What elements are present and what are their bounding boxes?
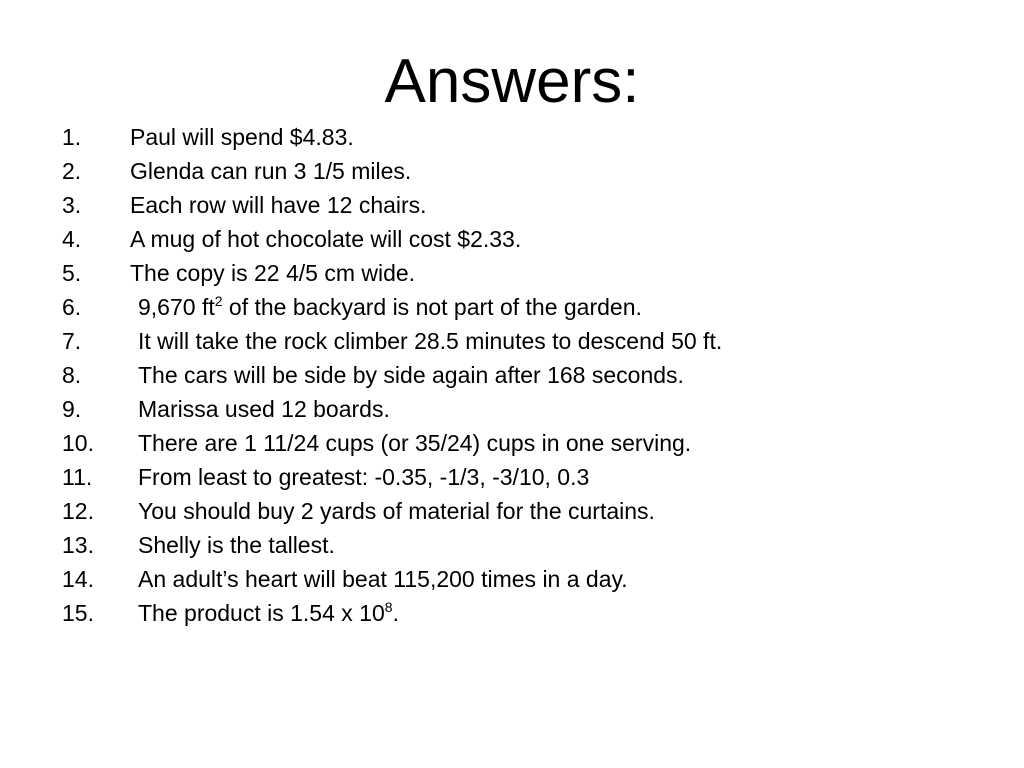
answer-number: 13. <box>62 532 94 558</box>
answer-text: Glenda can run 3 1/5 miles. <box>130 158 412 184</box>
answer-item <box>62 290 1002 324</box>
answer-text: There are 1 11/24 cups (or 35/24) cups in one serving. <box>138 430 692 456</box>
answer-item <box>62 256 1002 290</box>
answer-text: The copy is 22 4/5 cm wide. <box>130 260 416 286</box>
answer-item <box>62 120 1002 154</box>
answer-superscript: 8 <box>384 599 393 615</box>
answer-text-before: The product is 1.54 x 10 <box>138 600 385 626</box>
answer-text: Paul will spend $4.83. <box>130 124 354 150</box>
answer-item <box>62 188 1002 222</box>
answer-text-before: 9,670 ft <box>138 294 215 320</box>
answer-number: 14. <box>62 566 94 592</box>
answer-text: The cars will be side by side again after 168 seconds. <box>138 362 684 388</box>
answer-text: It will take the rock climber 28.5 minutes to descend 50 ft. <box>138 328 723 354</box>
answer-number: 1. <box>62 124 82 150</box>
answer-text: Shelly is the tallest. <box>138 532 335 558</box>
answer-item <box>62 596 1002 630</box>
answer-item <box>62 392 1002 426</box>
answer-text <box>138 290 642 324</box>
answer-item <box>62 324 1002 358</box>
answer-number: 2. <box>62 158 82 184</box>
answer-item <box>62 358 1002 392</box>
answer-superscript: 2 <box>214 293 223 309</box>
answer-number: 7. <box>62 328 82 354</box>
answer-text: Marissa used 12 boards. <box>138 396 390 422</box>
answer-number: 12. <box>62 498 94 524</box>
answer-number: 8. <box>62 362 82 388</box>
answer-item <box>62 426 1002 460</box>
answer-number: 4. <box>62 226 82 252</box>
answer-text: Each row will have 12 chairs. <box>130 192 427 218</box>
answer-list <box>62 120 1002 630</box>
answer-text: An adult’s heart will beat 115,200 times in a day. <box>138 566 628 592</box>
answer-number: 11. <box>62 464 93 490</box>
answer-number: 15. <box>62 600 94 626</box>
answer-text: A mug of hot chocolate will cost $2.33. <box>130 226 522 252</box>
answer-number: 5. <box>62 260 82 286</box>
answer-text <box>138 596 399 630</box>
answer-item <box>62 562 1002 596</box>
answer-number: 6. <box>62 294 82 320</box>
slide-title: Answers: <box>384 47 640 116</box>
answer-item <box>62 494 1002 528</box>
answer-text: From least to greatest: -0.35, -1/3, -3/10, 0.3 <box>138 464 590 490</box>
answer-number: 3. <box>62 192 82 218</box>
answer-text: You should buy 2 yards of material for the curtains. <box>138 498 655 524</box>
answer-item <box>62 460 1002 494</box>
answer-item <box>62 222 1002 256</box>
answer-number: 10. <box>62 430 94 456</box>
answer-item <box>62 528 1002 562</box>
answer-text-after: . <box>392 600 399 626</box>
answer-number: 9. <box>62 396 82 422</box>
answer-text-after: of the backyard is not part of the garden. <box>222 294 642 320</box>
answer-item <box>62 154 1002 188</box>
